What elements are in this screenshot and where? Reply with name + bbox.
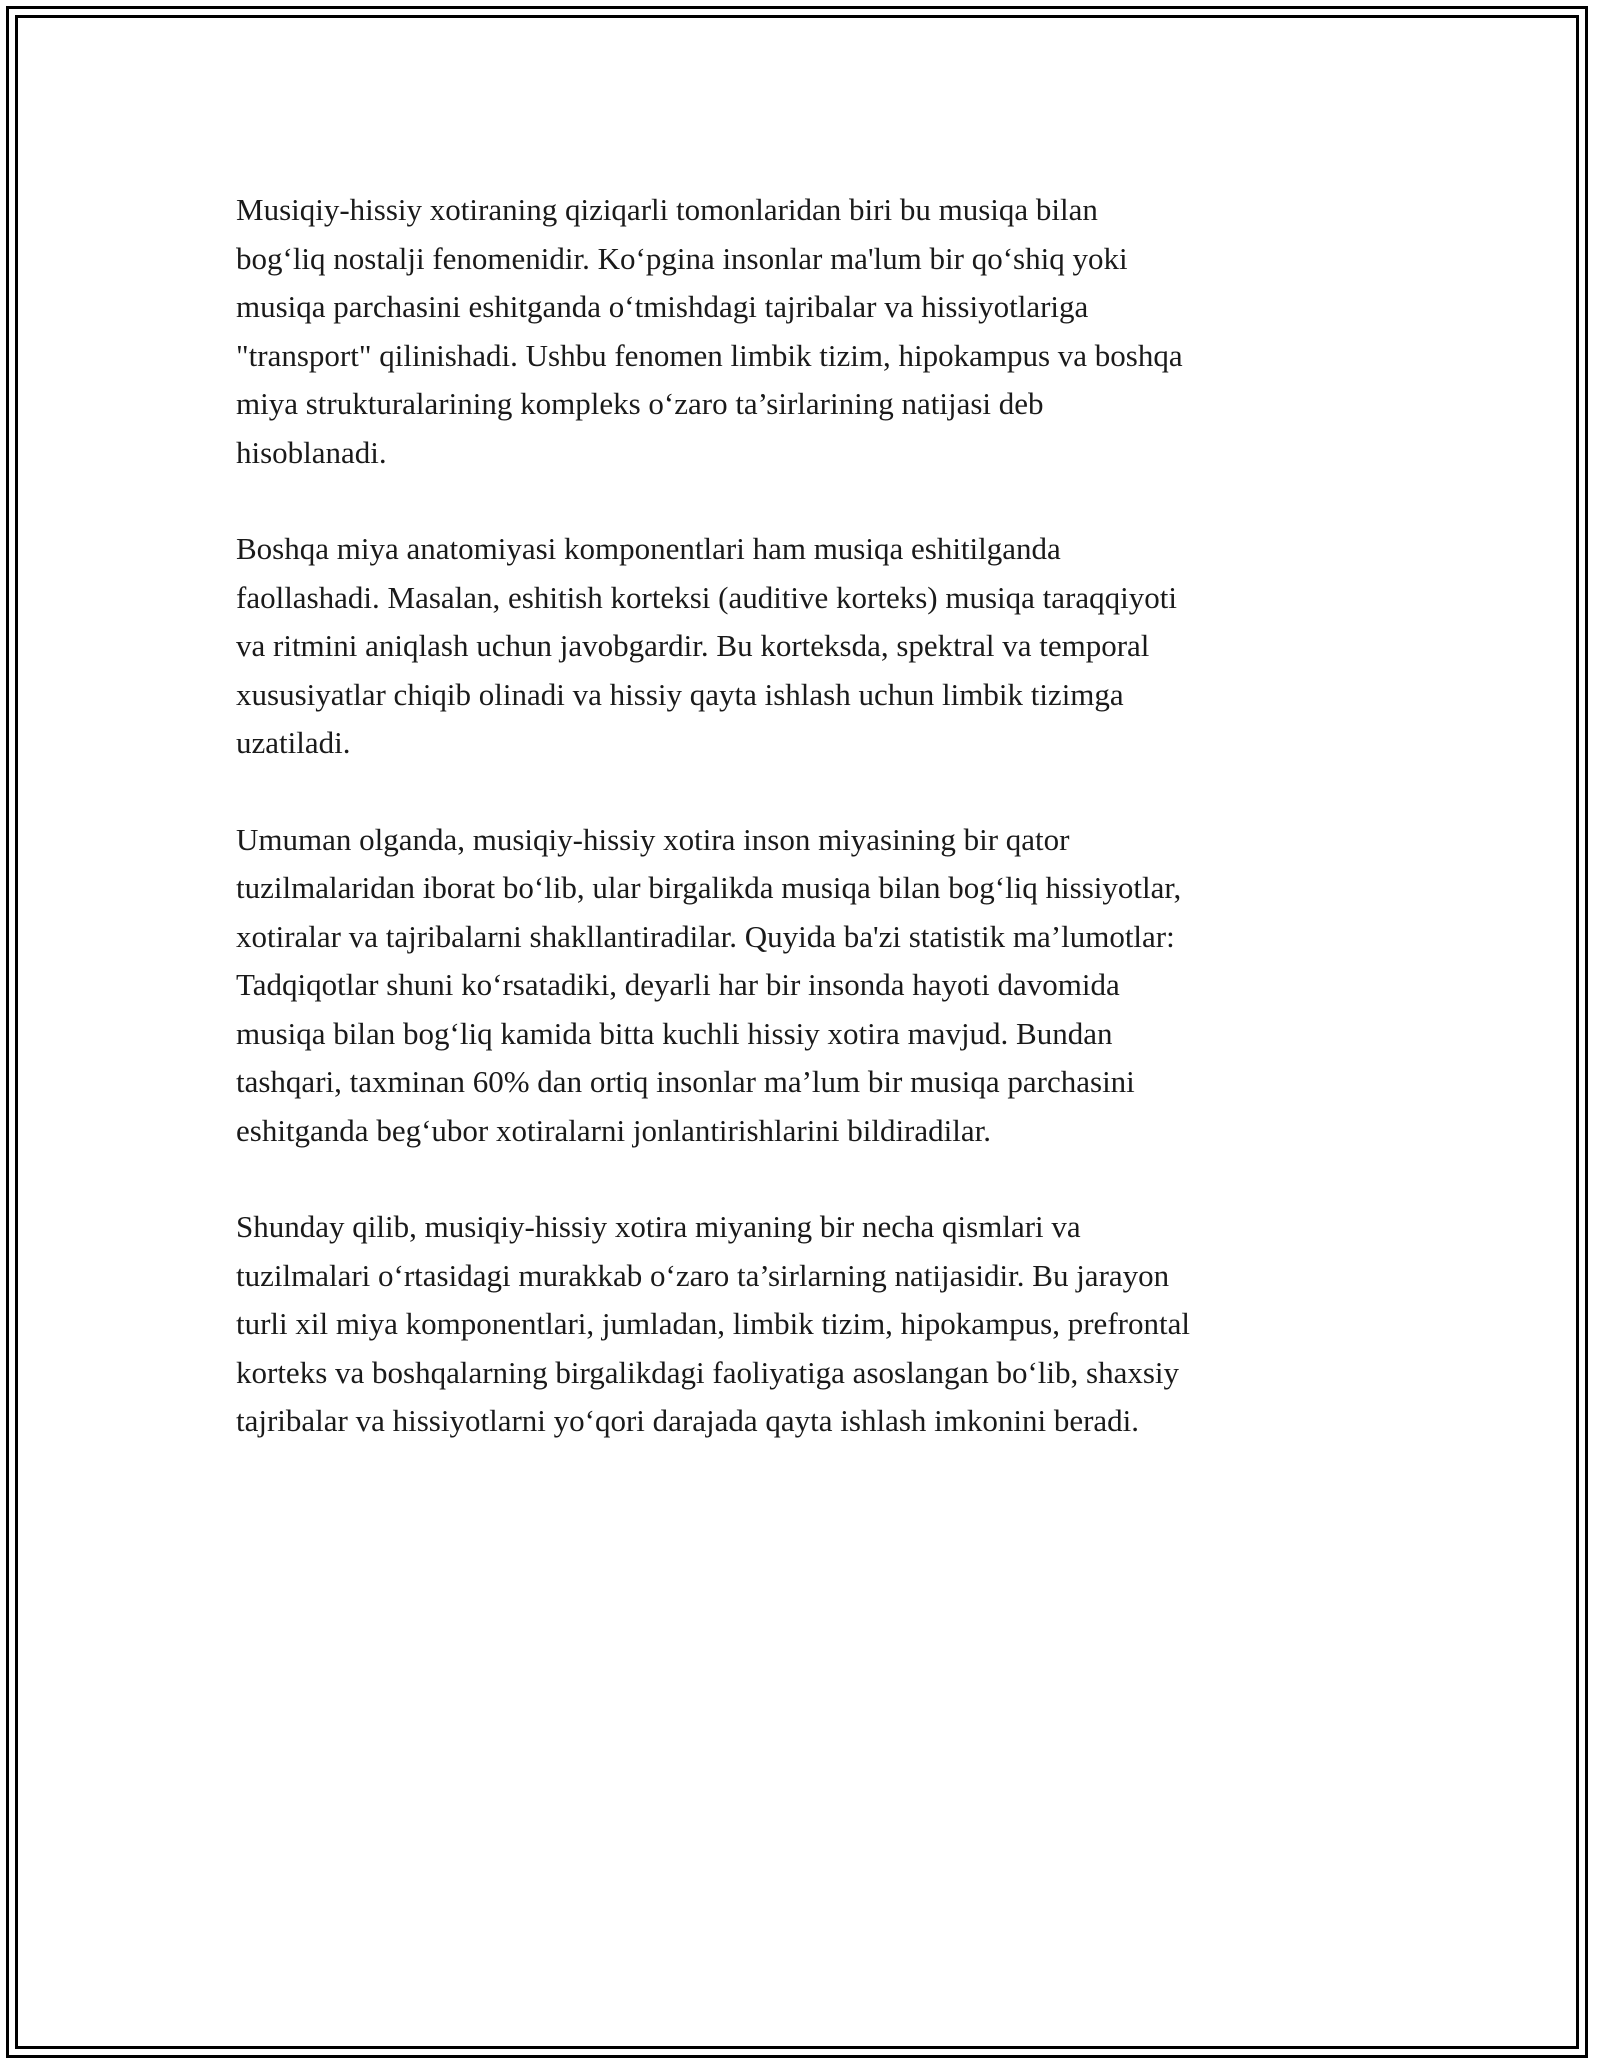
paragraph-statistics: Umuman olganda, musiqiy-hissiy xotira inson miyasining bir qator tuzilmalaridan iborat bo‘lib, ular birgalikda musiqa bilan bog‘liq hissiyotlar, xotiralar va tajribalarni shakllantiradilar. Quyida ba'zi statistik ma’lumotlar: Tadqiqotlar shuni ko‘rsatadiki, deyarli har bir insonda hayoti davomida musiqa bilan bog‘liq kamida bitta kuchli hissiy xotira mavjud. Bundan tashqari, taxminan 60% dan ortiq insonlar ma’lum bir musiqa parchasini eshitganda beg‘ubor xotiralarni jonlantirishlarini bildiradilar.: [236, 821, 1182, 1148]
paragraph-auditory-cortex: Boshqa miya anatomiyasi komponentlari ham musiqa eshitilganda faollashadi. Masalan, eshitish korteksi (auditive korteks) musiqa taraqqiyoti va ritmini aniqlash uchun javobgardir. Bu korteksda, spektral va temporal xususiyatlar chiqib olinadi va hissiy qayta ishlash uchun limbik tizimga uzatiladi.: [236, 531, 1177, 760]
document-body: [236, 186, 1376, 1494]
paragraph-conclusion: Shunday qilib, musiqiy-hissiy xotira miyaning bir necha qismlari va tuzilmalari o‘rtasidagi murakkab o‘zaro ta’sirlarning natijasidir. Bu jarayon turli xil miya komponentlari, jumladan, limbik tizim, hipokampus, prefrontal korteks va boshqalarning birgalikdagi faoliyatiga asoslangan bo‘lib, shaxsiy tajribalar va hissiyotlarni yo‘qori darajada qayta ishlash imkonini beradi.: [236, 1209, 1190, 1438]
paragraph-nostalgia: Musiqiy-hissiy xotiraning qiziqarli tomonlaridan biri bu musiqa bilan bog‘liq nostalji fenomenidir. Ko‘pgina insonlar ma'lum bir qo‘shiq yoki musiqa parchasini eshitganda o‘tmishdagi tajribalar va hissiyotlariga "transport" qilinishadi. Ushbu fenomen limbik tizim, hipokampus va boshqa miya strukturalarining kompleks o‘zaro ta’sirlarining natijasi deb hisoblanadi.: [236, 192, 1183, 470]
